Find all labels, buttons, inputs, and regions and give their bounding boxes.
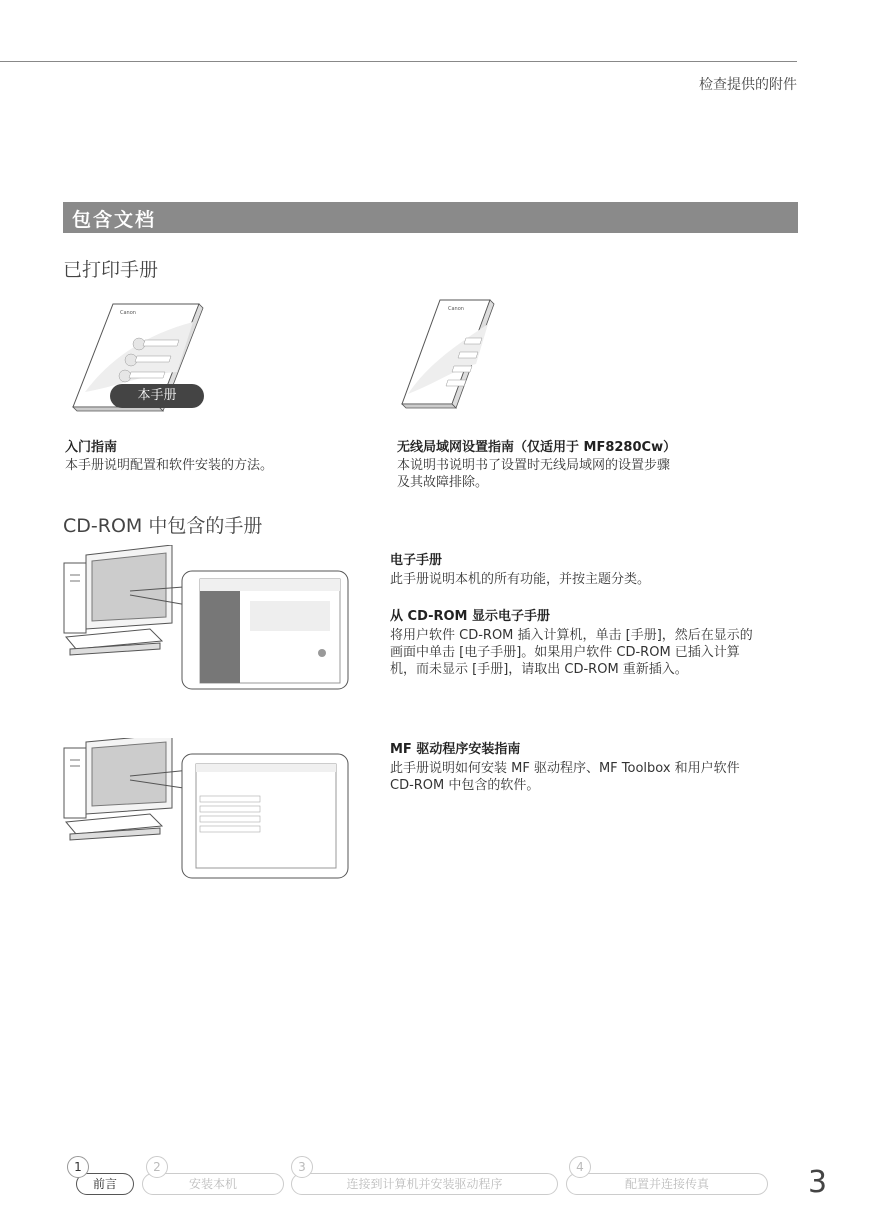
emanual-display-title: 从 CD-ROM 显示电子手册	[390, 609, 551, 624]
footer-step-4-label[interactable]: 配置并连接传真	[566, 1173, 768, 1195]
footer-step-4-number[interactable]: 4	[569, 1156, 591, 1178]
footer-step-2-number[interactable]: 2	[146, 1156, 168, 1178]
emanual-display-desc-line1: 将用户软件 CD-ROM 插入计算机，单击 [手册]，然后在显示的	[390, 628, 753, 643]
getting-started-title: 入门指南	[65, 440, 118, 455]
footer-step-2-label[interactable]: 安装本机	[142, 1173, 284, 1195]
wlan-guide-desc-line1: 本说明书说明书了设置时无线局域网的设置步骤	[397, 458, 671, 473]
section-title-bar	[63, 202, 798, 233]
wlan-setup-guide-illustration	[398, 294, 498, 414]
footer-step-3-number[interactable]: 3	[291, 1156, 313, 1178]
emanual-desc: 此手册说明本机的所有功能，并按主题分类。	[390, 572, 651, 587]
footer-step-1-label[interactable]: 前言	[76, 1173, 134, 1195]
printed-manuals-heading: 已打印手册	[63, 259, 159, 281]
page-header-title: 检查提供的附件	[699, 77, 797, 93]
this-manual-badge: 本手册	[110, 384, 204, 408]
section-title: 包含文档	[72, 209, 157, 231]
emanual-title: 电子手册	[390, 553, 443, 568]
svg-text:Canon: Canon	[448, 306, 464, 312]
computer-driver-guide-illustration	[60, 738, 352, 882]
emanual-display-desc-line3: 机，而未显示 [手册]，请取出 CD-ROM 重新插入。	[390, 662, 688, 677]
svg-text:Canon: Canon	[120, 310, 136, 316]
wlan-guide-title: 无线局域网设置指南（仅适用于 MF8280Cw）	[397, 440, 677, 455]
driver-guide-desc-line2: CD-ROM 中包含的软件。	[390, 778, 540, 793]
driver-guide-title: MF 驱动程序安装指南	[390, 742, 521, 757]
computer-emanual-illustration	[60, 545, 352, 693]
emanual-display-desc-line2: 画面中单击 [电子手册]。如果用户软件 CD-ROM 已插入计算	[390, 645, 740, 660]
driver-guide-desc-line1: 此手册说明如何安装 MF 驱动程序、MF Toolbox 和用户软件	[390, 761, 740, 776]
cdrom-manuals-heading: CD-ROM 中包含的手册	[63, 515, 263, 537]
wlan-guide-desc-line2: 及其故障排除。	[397, 475, 489, 490]
footer-step-1-number[interactable]: 1	[67, 1156, 89, 1178]
footer-step-3-label[interactable]: 连接到计算机并安装驱动程序	[291, 1173, 558, 1195]
page-number: 3	[808, 1165, 828, 1200]
header-rule	[0, 61, 797, 62]
getting-started-desc: 本手册说明配置和软件安装的方法。	[65, 458, 274, 473]
